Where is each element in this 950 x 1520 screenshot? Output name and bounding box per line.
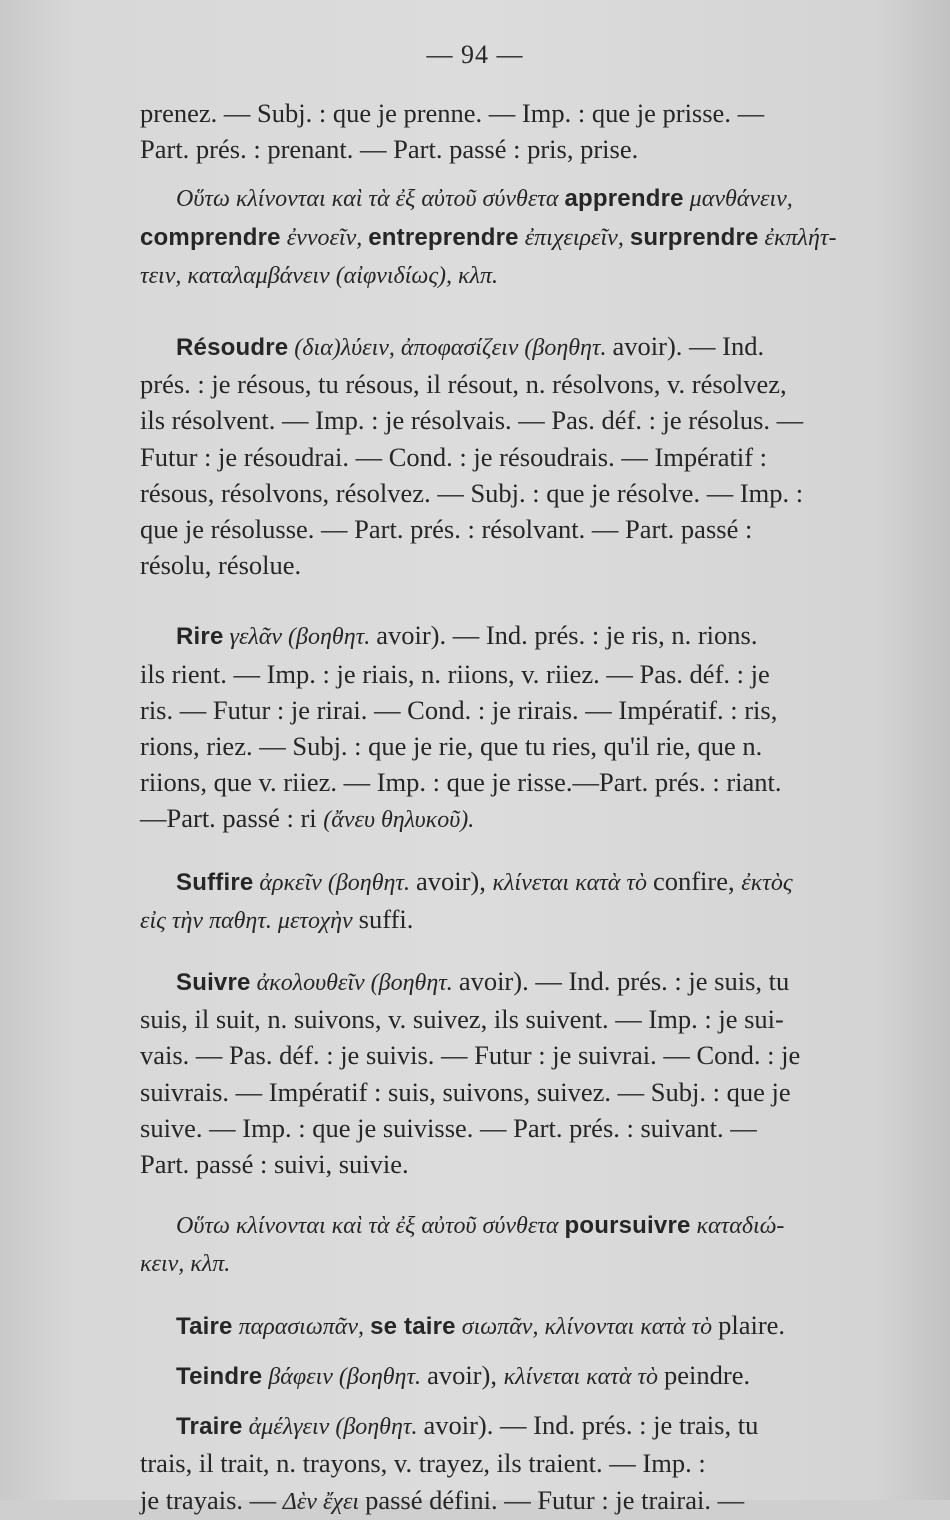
paragraph-prendre-compounds [140, 179, 920, 294]
text-line [140, 547, 920, 583]
french-text: suffi. [358, 903, 414, 934]
text-line [140, 328, 920, 366]
text-line [140, 439, 920, 475]
text-line [140, 1037, 920, 1073]
headword: Suffire [176, 868, 254, 896]
french-text: avoir). — Ind. prés. : je ris, n. rions. [376, 620, 758, 651]
headword: Suivre [176, 969, 251, 997]
entry-suivre [140, 963, 920, 1182]
text-line [140, 656, 920, 692]
text-line [140, 1482, 920, 1520]
french-text: suivrais. — Impératif : suis, suivons, suivez. — Subj. : que je [140, 1076, 791, 1107]
entry-taire [140, 1307, 920, 1345]
text-line [140, 179, 920, 217]
french-text: résous, résolvons, résolvez. — Subj. : que je résolve. — Imp. : [140, 477, 804, 508]
greek-text: Δὲν ἔχει [282, 1488, 366, 1515]
text-line [140, 511, 920, 547]
headword: apprendre [564, 185, 684, 213]
headword: entreprendre [368, 223, 519, 251]
text-line [140, 1357, 920, 1395]
text-line [140, 728, 920, 764]
entry-traire [140, 1407, 920, 1520]
text-line [140, 1146, 920, 1182]
text-line [140, 1307, 920, 1345]
french-text: peindre. [664, 1359, 751, 1390]
text-line [140, 800, 920, 838]
page-number: — 94 — [426, 40, 524, 69]
entry-rire [140, 617, 920, 838]
french-text: Futur : je résoudrai. — Cond. : je résoudrais. — Impératif : [140, 441, 768, 472]
greek-text: ἐκτὸς [741, 869, 793, 896]
headword: Résoudre [176, 334, 289, 362]
french-text: passé défini. — Futur : je trairai. — [365, 1484, 745, 1515]
french-text: avoir), [415, 865, 493, 896]
headword: se taire [370, 1312, 456, 1340]
french-text: confire, [652, 865, 742, 896]
french-text: rions, riez. — Subj. : que je rie, que tu ries, qu'il rie, que n. [140, 731, 763, 762]
french-text: suis, il suit, n. suivons, v. suivez, ils suivent. — Imp. : je sui- [140, 1004, 784, 1035]
greek-text: ἀκολουθεῖν (βοηθητ. [250, 970, 459, 997]
text-line [140, 95, 920, 131]
greek-text: ἐπιχειρεῖν, [518, 224, 630, 251]
text-line [140, 692, 920, 728]
greek-text: ἐκπλήτ- [758, 224, 837, 251]
greek-text: βάφειν (βοηθητ. [262, 1363, 428, 1390]
french-text: ris. — Futur : je rirai. — Cond. : je rirais. — Impératif. : ris, [140, 694, 778, 725]
entry-teindre [140, 1357, 920, 1395]
french-text: Part. prés. : prenant. — Part. passé : pris, prise. [140, 134, 639, 165]
text-line [140, 1445, 920, 1481]
french-text: je trayais. — [140, 1484, 283, 1515]
paragraph-suivre-compounds [140, 1206, 920, 1282]
french-text: avoir). — Ind. prés. : je suis, tu [458, 966, 790, 997]
text-line [140, 1074, 920, 1110]
french-text: avoir). — Ind. [612, 331, 765, 362]
entry-suffire [140, 863, 920, 939]
greek-text: ἀμέλγειν (βοηθητ. [242, 1414, 424, 1441]
text-line [140, 1110, 920, 1146]
text-line [140, 256, 920, 294]
greek-text: παρασιωπᾶν, [232, 1313, 371, 1340]
french-text: prenez. — Subj. : que je prenne. — Imp. : que je prisse. — [140, 98, 765, 128]
text-line [140, 1001, 920, 1037]
headword: surprendre [629, 223, 759, 251]
french-text: riions, que v. riiez. — Imp. : que je risse.—Part. prés. : riant. [140, 767, 782, 798]
text-line [140, 475, 920, 511]
french-text: prés. : je résous, tu résous, il résout, n. résolvons, v. résolvez, [140, 369, 787, 400]
text-line [140, 1206, 920, 1244]
french-text: résolu, résolue. [140, 550, 302, 581]
text-line [140, 1244, 920, 1282]
greek-text: ἀρκεῖν (βοηθητ. [253, 869, 416, 896]
text-line [140, 901, 920, 939]
text-line [140, 1407, 920, 1445]
greek-text: Οὕτω κλίνονται καὶ τὰ ἐξ αὐτοῦ σύνθετα [176, 186, 565, 213]
text-line [140, 366, 920, 402]
french-text: —Part. passé : ri [140, 803, 324, 834]
headword: Teindre [176, 1362, 263, 1390]
greek-text: μανθάνειν, [683, 186, 793, 213]
greek-text: κλίνεται κατὰ τὸ [492, 869, 653, 896]
greek-text: τειν, καταλαμβάνειν (αἰφνιδίως), κλπ. [140, 262, 498, 289]
greek-text: κλίνεται κατὰ τὸ [503, 1363, 665, 1390]
french-text: vais. — Pas. déf. : je suivis. — Futur : je suivrai. — Cond. : je [140, 1040, 801, 1071]
french-text: suive. — Imp. : que je suivisse. — Part. prés. : suivant. — [140, 1112, 757, 1143]
text-line [140, 863, 920, 901]
text-line [140, 402, 920, 438]
entry-resoudre [140, 328, 920, 583]
greek-text: καταδιώ- [690, 1213, 785, 1240]
greek-text: Οὕτω κλίνονται καὶ τὰ ἐξ αὐτοῦ σύνθετα [176, 1213, 565, 1240]
french-text: avoir). — Ind. prés. : je trais, tu [423, 1410, 759, 1441]
french-text: avoir), [427, 1359, 504, 1390]
french-text: trais, il trait, n. trayons, v. trayez, ils traient. — Imp. : [140, 1448, 706, 1479]
text-line [140, 131, 920, 167]
french-text: ils rient. — Imp. : je riais, n. riions, v. riiez. — Pas. déf. : je [140, 658, 770, 689]
paragraph-prendre-forms [140, 95, 920, 167]
headword: comprendre [140, 223, 281, 251]
text-line [140, 963, 920, 1001]
greek-text: σιωπᾶν, κλίνονται κατὰ τὸ [455, 1313, 719, 1340]
french-text: plaire. [718, 1309, 786, 1340]
french-text: ils résolvent. — Imp. : je résolvais. — Pas. déf. : je résolus. — [140, 405, 804, 436]
headword: Taire [176, 1312, 233, 1340]
greek-text: κειν, κλπ. [140, 1251, 231, 1278]
greek-text: εἰς τὴν παθητ. μετοχὴν [140, 907, 359, 934]
text-line [140, 617, 920, 655]
text-line [140, 218, 920, 256]
greek-text: (ἄνευ θηλυκοῦ). [323, 807, 475, 834]
headword: poursuivre [564, 1212, 691, 1240]
headword: Traire [176, 1413, 243, 1441]
text-line [140, 764, 920, 800]
french-text: Part. passé : suivi, suivie. [140, 1149, 409, 1180]
page-body [140, 95, 920, 1520]
greek-text: (δια)λύειν, ἀποφασίζειν (βοηθητ. [288, 335, 613, 362]
headword: Rire [176, 623, 224, 651]
greek-text: γελᾶν (βοηθητ. [223, 624, 377, 651]
greek-text: ἐννοεῖν, [280, 224, 369, 251]
french-text: que je résolusse. — Part. prés. : résolvant. — Part. passé : [140, 514, 753, 545]
